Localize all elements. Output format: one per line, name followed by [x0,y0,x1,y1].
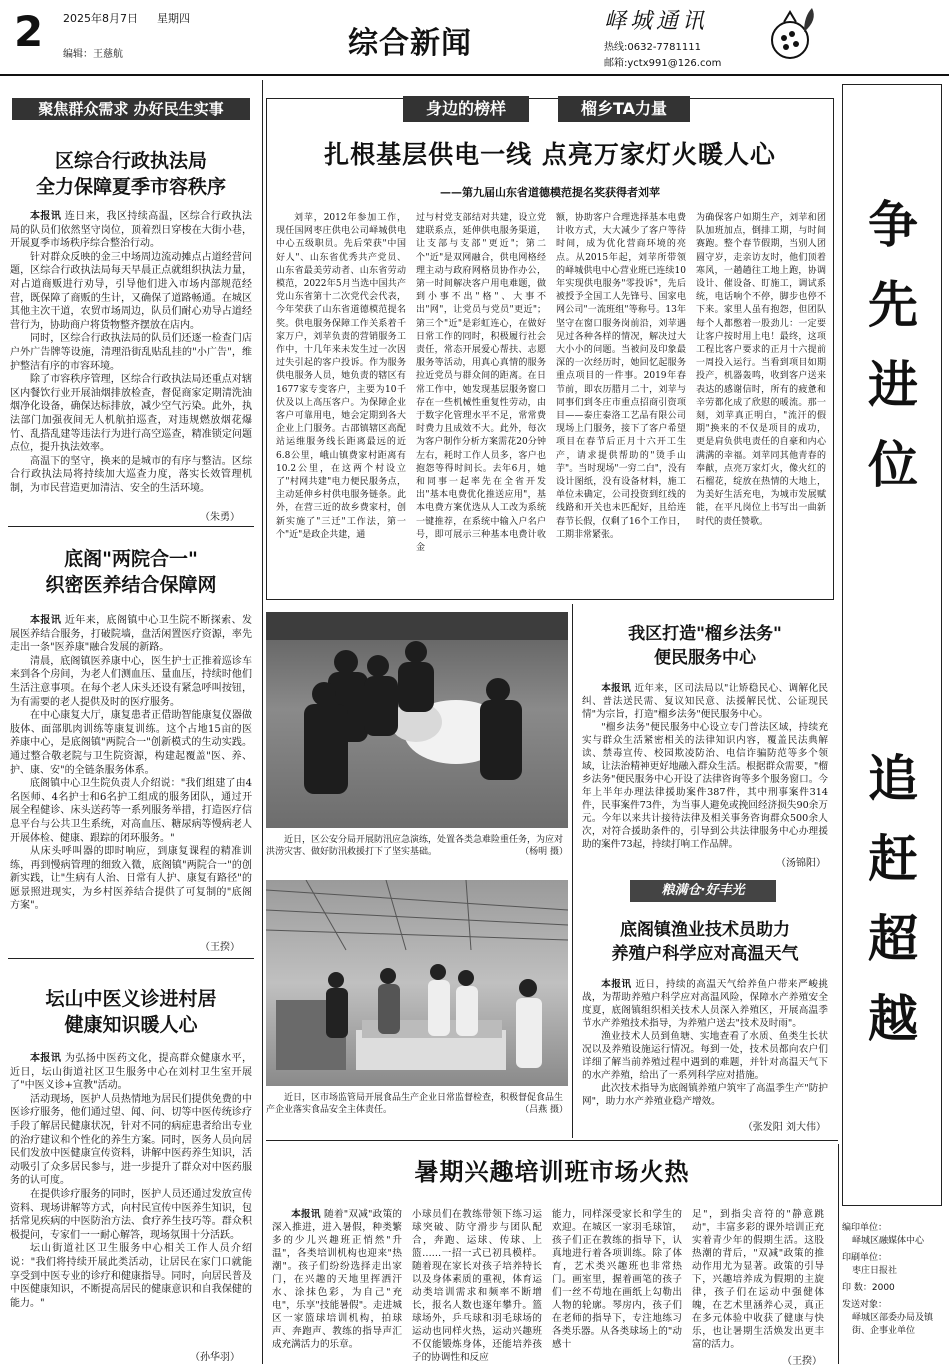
article-title [0,546,262,598]
slogan-panel [842,84,942,1206]
article-text: 随着"双减"政策的深入推进，进入暑假，种类繁多的少儿兴趣班正悄然"升温"，各类培训机构也迎来"热潮"。孩子们纷纷选择走出家门，在兴趣的天地里挥洒汗水、涂抹色彩，为自己"充电"，乐享"技能暑假"。走进城区一家篮球培训机构，拍球声、奔跑声、教练的指导声汇成充满活力的乐章。 [272,1209,402,1350]
photo-credit: （杨明 摄） [520,847,568,857]
caption-text: 近日，区公安分局开展防汛应急演练，处置各类急难险重任务，为应对洪涝灾害、做好防汛救援打下了坚实基础。 [266,835,564,857]
article-signature: （孙华羽） [190,1352,240,1363]
article-body [10,614,252,936]
photo-credit: （吕燕 摄） [520,1105,568,1115]
slogan-line: 追赶超越 [868,750,918,1048]
imprint-label: 发送对象： [842,1300,888,1310]
imprint-label: 印 数： [842,1283,872,1293]
imprint-label: 编印单位： [842,1223,888,1233]
article-title-line: 底阁镇渔业技术员助力 [620,920,790,940]
article-title-line: 养殖户科学应对高温天气 [611,944,799,964]
article-title-line: 我区打造"榴乡法务" [628,624,782,644]
article-body [582,682,828,852]
feature-title: 扎根基层供电一线 点亮万家灯火暖人心 [324,140,776,169]
article-lead: 本报讯 [30,615,62,626]
article-signature: （张发阳 刘大伟） [742,1122,826,1133]
article-signature: （汤锦阳） [776,858,826,869]
divider [8,958,254,959]
paragraph: 高温下的坚守，换来的是城市的有序与整洁。区综合行政执法局将持续加大巡查力度，落实长效管理机制，为市民营造更加清洁、安全的生活环境。 [10,455,252,494]
article-title: 暑期兴趣培训班市场火热 [414,1158,690,1186]
paragraph: 此次技术指导为底阁镇养殖户筑牢了高温季生产"防护网"，助力水产养殖业稳产增效。 [582,1083,828,1107]
paragraph: 连日来，我区持续高温，区综合行政执法局的队员们依然坚守岗位，顶着烈日穿梭在大街小巷，开展夏季市场秩序综合整治行动。 [10,211,252,250]
article-lead: 本报讯 [30,211,62,222]
imprint-label: 印刷单位： [842,1253,888,1263]
article-signature: （朱勇） [200,512,240,523]
section-title: 综合新闻 [348,26,472,61]
paragraph: 从床头呼叫器的即时响应，到康复课程的精准训练，再到慢病管理的细致入微，底阁镇"两院合一"的创新实践，让"生病有人治、日常有人护、康复有路径"的愿景照进现实，为乡村医养结合提供了可复制的"底阁方案"。 [10,846,252,912]
imprint-value: 峄城区部委办局及镇街、企事业单位 [852,1313,934,1336]
article-title-line: 织密医养结合保障网 [45,574,217,596]
imprint-value: 峄城区融媒体中心 [852,1236,925,1246]
photo-caption [266,834,568,874]
photo-market-inspection [266,880,568,1086]
article-lead: 本报讯 [291,1209,321,1220]
column-rule [572,604,573,1138]
feature-tag: 榴乡TA力量 [558,96,690,122]
article-column: 小球员们在教练带领下练习运球突破、防守滑步与团队配合，奔跑、运球、传球、上篮……一招一式已初具模样。随着现在家长对孩子培养特长以及身体素质的重视，体育运动类培训需求和频率不断增长，报名人数也逐年攀升。篮球场外，乒乓球和羽毛球场的运动也同样火热，运动兴趣班不仅能锻炼身体，还能培养孩子的协调性和反应 [412,1209,542,1363]
paragraph: 在中心康复大厅，康复患者正借助智能康复仪器做肢体、面部肌肉训练等康复训练。这个占地15亩的医养康中心，是底阁镇"两院合一"创新模式的生动实践。通过整合敬老院与卫生院资源，构建起覆盖"医、养、护、康、安"的全链条服务体系。 [10,710,252,776]
article-title-line: 全力保障夏季市容秩序 [35,176,226,198]
feature-subtitle: ——第九届山东省道德模范提名奖获得者刘苹 [440,186,660,199]
paragraph: "榴乡法务"便民服务中心设立专门普法区域，持续充实与群众生活紧密相关的法律知识内容，覆盖民法典解读、禁毒宣传、校园欺凌防治、电信诈骗防范等多个领域，让法治精神更好地融入群众生活。根据群众需要，"榴乡法务"便民服务中心开设了法律咨询等多个服务窗口。今年上半年办理法律援助案件387件，其中刑事案件314件，民事案件73件，为当事人避免或挽回经济损失90余万元。今年以来共计接待法律及相关事务咨询群众500余人次，对符合援助条件的，引导到公共法律服务中心办理援助的案件73起，持续打响工作品牌。 [582,722,828,850]
page-number: 2 [14,7,44,56]
column-rule [838,1144,839,1364]
paragraph: 活动现场，医护人员热情地为居民们提供免费的中医诊疗服务，他们通过望、闻、问、切等中医传统诊疗手段了解居民健康状况，针对不同的病症患者给出专业的治疗建议和个性化的养生方案。同时，医务人员向居民们发放中医健康宣传资料，讲解中医药养生知识，活动吸引了众多居民参与，进一步提升了群众对中医药服务的认可度。 [10,1093,252,1187]
column-rule [262,80,263,1364]
article-column: 足"，到指尖音符的"静意跳动"，丰富多彩的课外培训正充实着青少年的假期生活。这股热潮的背后，"双减"政策的推动作用尤为显著。政策的引导下，兴趣培养成为假期的主旋律，孩子们在运动中强健体魄，在艺术里涵养心灵，真正在多元体验中收获了健康与快乐，也让暑期生活焕发出更丰富的活力。 [692,1209,824,1350]
issue-date: 2025年8月7日 [63,12,138,25]
article-column: 能力，同样深受家长和学生的欢迎。在城区一家羽毛球馆，孩子们正在教练的指导下，认真地进行着各项训练。除了体育，艺术类兴趣班也非常热门。画室里，握着画笔的孩子们一丝不苟地在画纸上勾勒出人物的轮廓。琴房内，孩子们在老师的指导下，专注地练习各类乐器。从各类球场上的"动感十 [552,1209,682,1350]
article-title [0,148,262,200]
slogan-line: 争先进位 [868,196,918,494]
feature-column: 为确保客户如期生产，刘苹和团队加班加点，倒排工期，与时间赛跑。整个春节假期，当别人团圆守岁，走亲访友时，他们顶着寒风，一趟趟往工地上跑，协调设计、催设备、盯施工，调试系统，电话响个不停，脚步也停不下来。家里人虽有抱怨，但团队每个人都憋着一股劲儿：一定要让客户按时用上电！最终，这项工程比客户要求的正月十六提前一周投入运行。当看到项目如期投产，机器轰鸣，收到客户送来表达的感谢信时，所有的疲惫和辛劳都化成了欣慰的暖流。那一刻，刘苹真正明白，"流汗的假期"换来的不仅是项目的成功，更是肩负供电责任的自豪和内心满满的幸福。刘苹同其他青春的奉献，点亮万家灯火，像火红的石榴花，绽放在热情的大地上，为美好生活充电，为城市发展赋能，在平凡岗位上书写出一曲新时代的责任赞歌。 [696,213,826,527]
feature-column: 过与村党支部结对共建，设立党建联系点，延伸供电服务渠道，让支部与支部"更近"；第二个"近"是双网融合，供电网格经理主动与政府网格员协作办公，第一时间解决客户用电难题，做到小事不出"格"、大事不出"网"，让党员与党员"更近"；第三个"近"是彩虹连心，在做好日常工作的同时，积极履行社会责任，常态开展爱心帮扶、志愿服务等活动，用真心真情的服务拉近党员与群众间的距离。在日常工作中，她发现基层服务窗口存在一些机械性重复性劳动，由于数字化管理水平不足，常常费时费力且成效不大。此外，每次为客户制作分析方案需花20分钟左右，耗时工作人员多，客户也抱怨等得时间长。去年6月，她和同事一起率先在全省开发出"基本电费优化推送应用"，基本电费方案优选从人工改为系统一键推荐，在系统中输入户名户号，即可展示三种基本电费计收金 [416,213,546,554]
paragraph: 清晨，底阁镇医养康中心，医生护士正推着巡诊车来到各个房间，为老人们测血压、量血压，持续时他们生活注意事项。在每个老人床头还设有紧急呼叫按钮，为有需要的老人提供及时的医疗服务。 [10,655,252,708]
photo-police-drill [266,612,568,828]
article-title-line: 底阁"两院合一" [64,548,198,570]
left-column [0,76,262,1368]
paragraph: 近年来，区司法局以"让矫稳民心、调解化民纠、普法送民需、复议知民意、法援解民忧、公证现民情"为宗旨，打造"榴乡法务"便民服务中心。 [582,683,828,720]
pomegranate-logo [760,2,824,66]
feature-column: 额，协助客户合理选择基本电费计收方式，大大减少了客户等待时间，成为优化营商环境的亮点。从2015年起，刘苹所带领的峄城供电中心营业班已连续10年实现供电服务"零投诉"，先后被授予全国工人先锋号、国家电网公司"一流班组"等称号。13年坚守在窗口服务岗前沿，刘苹遇见过各种各样的情况，解决过大大小小的问题。当被问及印象最深的一次经历时，她回忆起服务重点项目的一件事。2019年春节前，即农历腊月二十，刘苹与同事们到冬庄市重点招商引资项目——泰庄泰洛工艺品有限公司现场上门服务，接下了客户希望项目在春节后正月十六开工生产，请求提供帮助的"烫手山芋"。当时现场"一穷二白"，没有设计图纸，没有设备材料，施工单位未确定，公司投资到红线的线路和开关也未匹配好，且给连春节长假，仅剩了16个工作日，工期非常紧张。 [556,213,686,540]
divider [266,1140,838,1141]
paragraph: 除了市容秩序管理，区综合行政执法局还重点对辖区内餐饮行业开展油烟排放检查，督促商家定期清洗油烟净化设备，确保达标排放，减少空气污染。此外，执法部门加强夜间无人机航拍巡查，对违规燃放烟花爆竹、乱搭乱建等违法行为进行高空巡查，精准锁定问题点位，提升执法效率。 [10,374,252,454]
article-title [0,986,262,1038]
paragraph: 为弘扬中医药文化，提高群众健康水平，近日，坛山街道社区卫生服务中心在刘村卫生室开展了"中医义诊+宣教"活动。 [10,1053,252,1092]
page-header [0,0,949,76]
paragraph: 坛山街道社区卫生服务中心相关工作人员介绍说："我们将持续开展此类活动，让居民在家门口就能享受到中医专业的诊疗和健康指导。同时，向居民普及中医健康知识，不断提高居民的健康意识和自我保健的能力。" [10,1243,252,1309]
imprint-box [842,1222,946,1362]
article-signature: （王揆） [200,942,240,953]
caption-text: 近日，区市场监管局开展食品生产企业日常监督检查，积极督促食品生产企业落实食品安全主体责任。 [266,1093,564,1115]
photo-caption [266,1092,568,1132]
feature-column: 刘苹，2012年参加工作，现任国网枣庄供电公司峄城供电中心五级职员。先后荣获"中国好人"、山东省优秀共产党员、山东省最美劳动者、山东省劳动模范，2022年5月当选中国共产党山东省第十二次党代会代表，今年荣获了山东省道德模范提名奖。供电服务保障工作关系着千家万户，刘苹负责的营销服务工作中，十几年来未发生过一次因过失引起的客户投诉。作为服务供电服务人员，她负责的辖区有1677家专变客户，主要为10千伏及以上高压客户。为保障企业客户可靠用电，她会定期到各大企业上门服务。古邵镇辖区高配站运维服务线长距离最远的近6.8公里，峨山镇费家村距离有10.2公里，在这两个村设立了"村网共建"电力便民服务点，主动延伸乡村供电服务链条。此外，在营三近的故乡费家村，创新实施了"三迁"工作法，第一个"近"是政企共建，通 [276,213,406,540]
paragraph: 在提供诊疗服务的同时，医护人员还通过发放宣传资料、现场讲解等方式，向村民宣传中医养生知识，包括常见疾病的中医防治方法、食疗养生技巧等。群众积极提问，专家们一一耐心解答，现场氛围十分活跃。 [10,1188,252,1241]
paragraph: 同时，区综合行政执法局的队员们还逐一检查门店户外广告牌等设施，清理沿街乱贴乱挂的"小广告"，维护整洁有序的市容环境。 [10,333,252,372]
email: 邮箱:yctx991@126.com [604,58,722,69]
article-lead: 本报讯 [601,979,632,990]
paragraph: 底阁镇中心卫生院负责人介绍说："我们组建了由4名医师、4名护士和6名护工组成的服务团队，通过开展全程健诊、床头送药等一系列服务举措，打造医疗信息平台与公共卫生系统，对高血压、糖尿病等慢病老人开展体检、健康、跟踪的闭环服务。" [10,778,252,844]
article-signature: （王揆） [782,1356,822,1367]
article-title [576,622,834,670]
article-title-line: 区综合行政执法局 [54,150,207,172]
article-column [272,1208,402,1364]
imprint-value: 2000 [871,1283,895,1293]
editor: 编辑：王慈航 [63,49,123,60]
article-body [10,1052,252,1344]
article-title-line: 坛山中医义诊进村居 [45,988,217,1010]
issue-weekday: 星期四 [157,12,190,25]
article-body [582,978,828,1118]
article-title-line: 便民服务中心 [654,648,756,668]
paragraph: 近日，持续的高温天气给养鱼户带来严峻挑战，为帮助养殖户科学应对高温风险，保障水产养殖安全度夏，底阁镇组织相关技术人员深入养殖区，开展高温季节水产养殖技术指导，为养殖户送去"技术及时雨"。 [582,979,828,1029]
article-title [576,918,834,966]
feature-tag: 身边的榜样 [403,96,529,122]
article-title-line: 健康知识暖人心 [64,1014,198,1036]
article-body [10,210,252,508]
paragraph: 渔业技术人员到鱼塘、实地查看了水质、鱼类生长状况以及养殖设施运行情况。每到一处，技术员都向农户们详细了解当前养殖过程中遇到的难题，并针对高温天气下的水产养殖，给出了一系列科学应对措施。 [582,1031,828,1081]
paragraph: 近年来，底阁镇中心卫生院不断探索、发展医养结合服务，打破院墙，盘活闲置医疗资源，率先走出一条"医养康"融合发展的新路。 [10,615,252,654]
divider [8,526,254,527]
article-lead: 本报讯 [601,683,632,694]
column-banner: 粮满仓·好丰光 [630,880,776,902]
imprint-quantity [842,1282,946,1295]
article-lead: 本报讯 [30,1053,62,1064]
hotline: 热线:0632-7781111 [604,42,701,53]
imprint-value: 枣庄日报社 [852,1266,898,1276]
campaign-banner: 聚焦群众需求 办好民生实事 [12,98,250,120]
masthead: 峄城通讯 [604,9,709,34]
paragraph: 针对群众反映的金三中场周边流动摊点占道经营问题，区综合行政执法局每天早晨正点就组织执法力量，对占道商贩进行劝导，引导他们进入市场内部规范经营，既保障了商贩的生计，又确保了道路畅通。在城区其他主次干道，农贸市场周边，队员们耐心劝导占道经营行为，协助商户将货物整齐摆放在店内。 [10,251,252,331]
